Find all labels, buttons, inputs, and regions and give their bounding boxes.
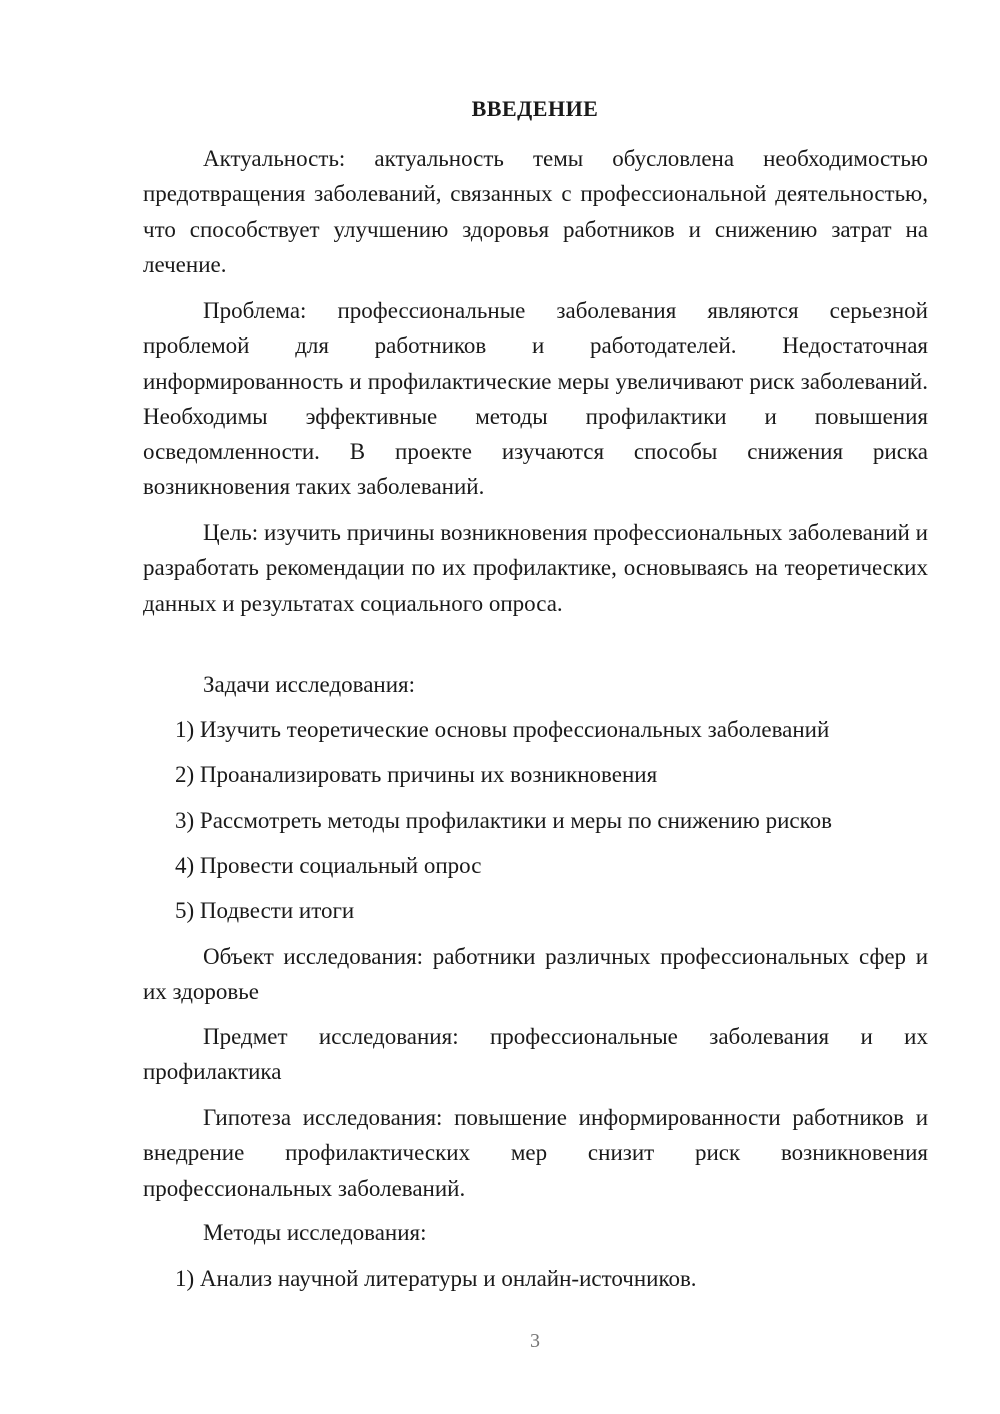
method-item: 1) Анализ научной литературы и онлайн-источников. [175, 1266, 697, 1291]
object-paragraph: Объект исследования: работники различных профессиональных сфер и их здоровье [143, 944, 928, 1005]
tasks-heading: Задачи исследования: [203, 672, 416, 697]
methods-heading: Методы исследования: [203, 1220, 427, 1245]
task-item: 2) Проанализировать причины их возникновения [175, 762, 658, 787]
task-item: 1) Изучить теоретические основы профессиональных заболеваний [175, 717, 830, 742]
section-title: ВВЕДЕНИЕ [471, 96, 599, 121]
goal-paragraph: Цель: изучить причины возникновения профессиональных заболеваний и разработать рекомендации по их профилактике, основываясь на теоретических данных и результатах социального опроса. [143, 520, 928, 616]
problem-paragraph: Проблема: профессиональные заболевания являются серьезной проблемой для работников и работодателей. Недостаточная информированность и профилактические меры увеличивают риск заболеваний. Необходимы эффективные методы профилактики и повышения осведомленности. В проекте изучаются способы снижения риска возникновения таких заболеваний. [143, 298, 928, 500]
subject-paragraph: Предмет исследования: профессиональные заболевания и их профилактика [143, 1024, 928, 1085]
page-number: 3 [530, 1330, 540, 1352]
task-item: 3) Рассмотреть методы профилактики и меры по снижению рисков [175, 808, 832, 833]
relevance-paragraph: Актуальность: актуальность темы обусловлена необходимостью предотвращения заболеваний, связанных с профессиональной деятельностью, что способствует улучшению здоровья работников и снижению затрат на лечение. [143, 146, 928, 277]
hypothesis-paragraph: Гипотеза исследования: повышение информированности работников и внедрение профилактических мер снизит риск возникновения профессиональных заболеваний. [143, 1105, 928, 1201]
task-item: 4) Провести социальный опрос [175, 853, 482, 878]
task-item: 5) Подвести итоги [175, 898, 355, 923]
